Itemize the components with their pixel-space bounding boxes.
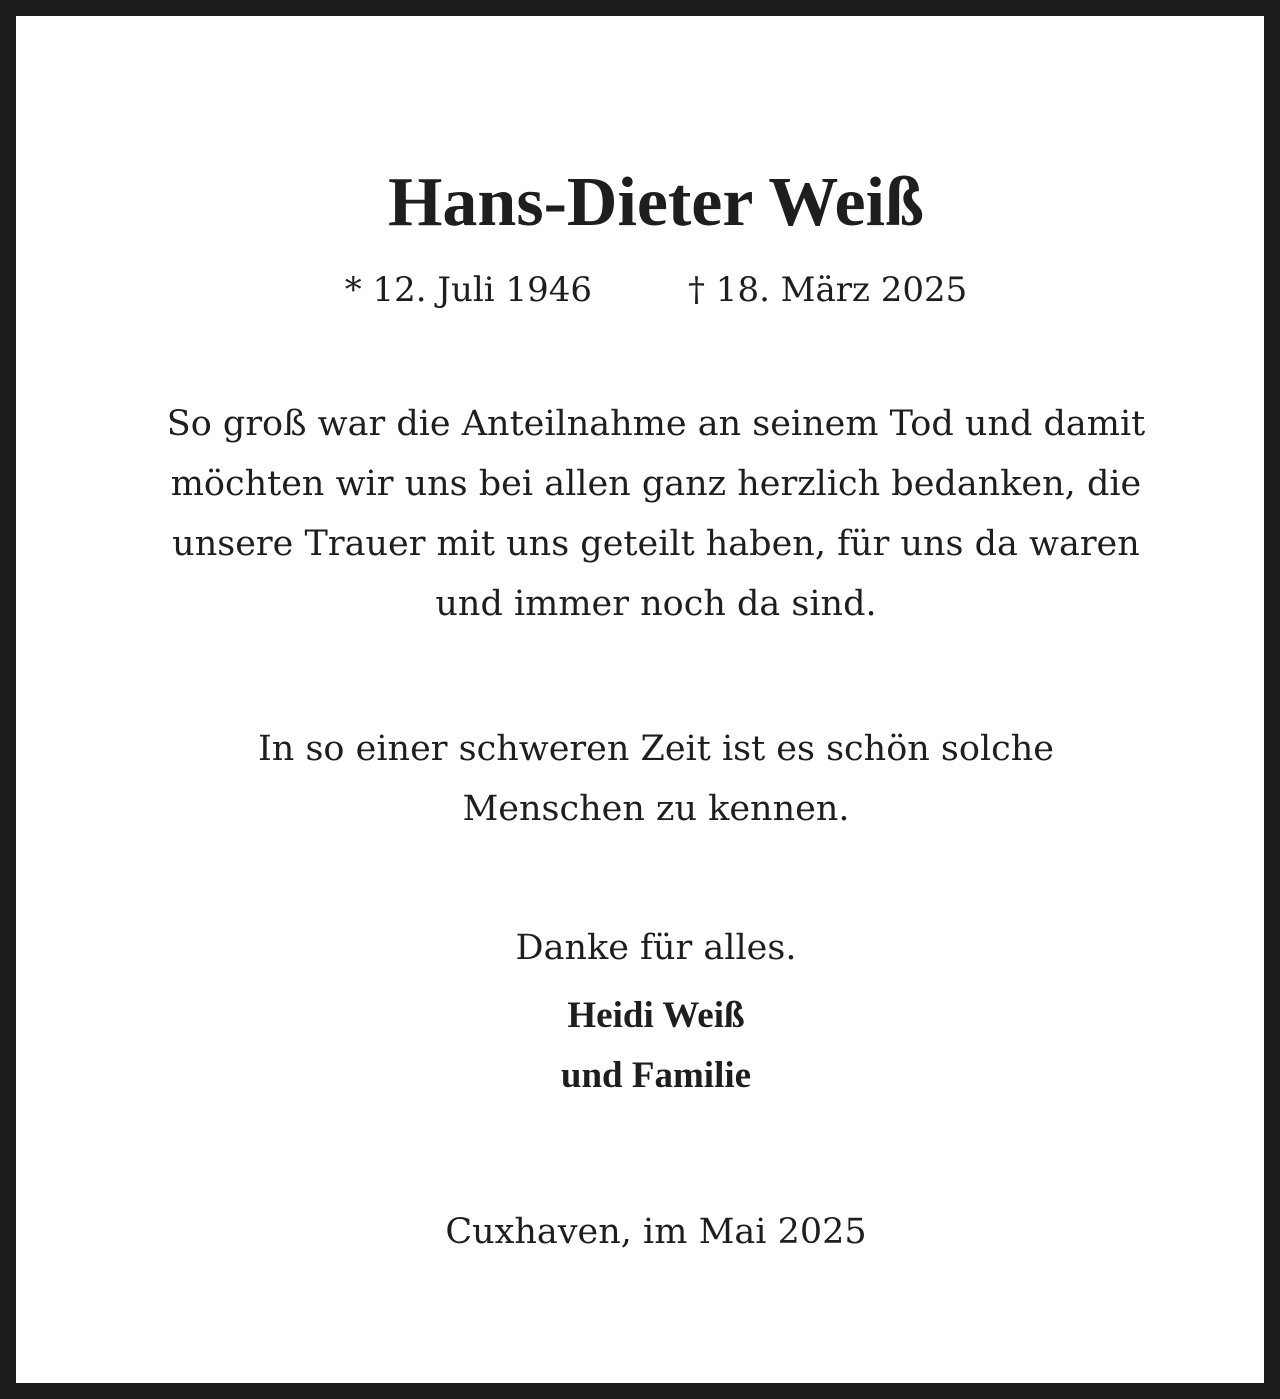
thanks-line: Danke für alles.: [515, 928, 797, 968]
closing-paragraph: [16, 719, 1280, 839]
signer-name: Heidi Weiß: [567, 995, 745, 1036]
paragraph-line: In so einer schweren Zeit ist es schön solche: [257, 729, 1055, 769]
death-date: † 18. März 2025: [688, 270, 968, 310]
paragraph-line: So groß war die Anteilnahme an seinem Tod und damit: [166, 404, 1146, 444]
birth-date: * 12. Juli 1946: [344, 270, 592, 310]
life-dates: [16, 268, 1280, 312]
place-and-date: Cuxhaven, im Mai 2025: [445, 1212, 867, 1252]
paragraph-line: und immer noch da sind.: [435, 584, 877, 624]
signer-family: und Familie: [560, 1055, 752, 1096]
paragraph-line: unsere Trauer mit uns geteilt haben, für uns da waren: [172, 524, 1140, 564]
paragraph-line: möchten wir uns bei allen ganz herzlich bedanken, die: [170, 464, 1142, 504]
gratitude-paragraph: [16, 394, 1280, 634]
deceased-name: Hans-Dieter Weiß: [387, 164, 924, 241]
paragraph-line: Menschen zu kennen.: [462, 789, 850, 829]
